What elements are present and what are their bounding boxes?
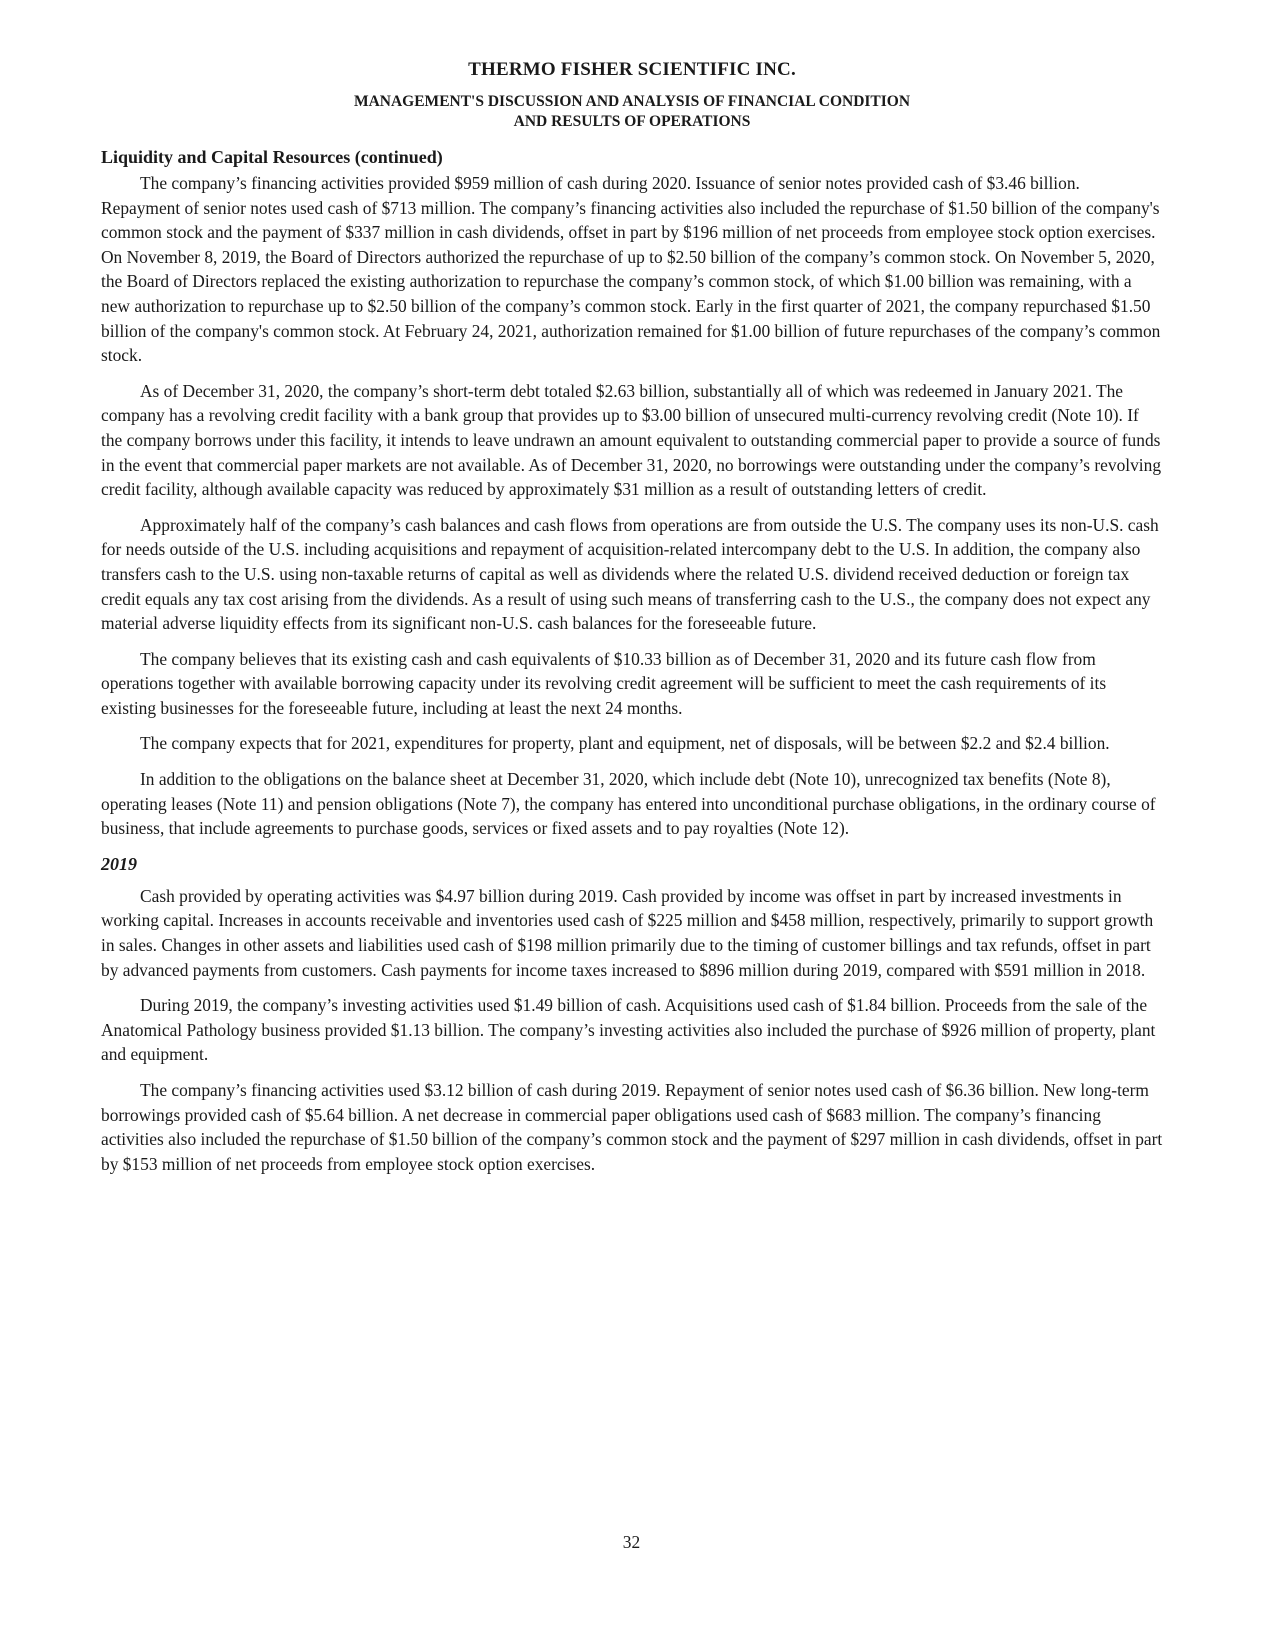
paragraph-foreign-cash: Approximately half of the company’s cash balances and cash flows from operations are from outside the U.S. The company uses its non-U.S. cash for needs outside of the U.S. including acquisitions and repayment of acquisition-related intercompany debt to the U.S. In addition, the company also transfers cash to the U.S. using non-taxable returns of capital as well as dividends where the related U.S. dividend received deduction or foreign tax credit equals any tax cost arising from the dividends. As a result of using such means of transferring cash to the U.S., the company does not expect any material adverse liquidity effects from its significant non-U.S. cash balances for the foreseeable future. (101, 514, 1159, 634)
paragraph-cash-sufficiency: The company believes that its existing cash and cash equivalents of $10.33 billion as of December 31, 2020 and its future cash flow from operations together with available borrowing capacity under its revolving credit agreement will be sufficient to meet the cash requirements of its existing businesses for the foreseeable future, including at least the next 24 months. (101, 648, 1107, 718)
paragraph-investing-2019: During 2019, the company’s investing activities used $1.49 billion of cash. Acquisitions used cash of $1.84 billion. Proceeds from the sale of the Anatomical Pathology business provided $1.13 billion. The company’s investing activities also included the purchase of $926 million of property, plant and equipment. (101, 995, 1156, 1065)
paragraph-short-term-debt: As of December 31, 2020, the company’s short-term debt totaled $2.63 billion, substantially all of which was redeemed in January 2021. The company has a revolving credit facility with a bank group that provides up to $3.00 billion of unsecured multi-currency revolving credit (Note 10). If the company borrows under this facility, it intends to leave undrawn an amount equivalent to outstanding commercial paper to provide a source of funds in the event that commercial paper markets are not available. As of December 31, 2020, no borrowings were outstanding under the company’s revolving credit facility, although available capacity was reduced by approximately $31 million as a result of outstanding letters of credit. (101, 380, 1162, 500)
section-heading: Liquidity and Capital Resources (continued) (101, 147, 443, 167)
paragraph-financing-2019: The company’s financing activities used $3.12 billion of cash during 2019. Repayment of senior notes used cash of $6.36 billion. New long-term borrowings provided cash of $5.64 billion. A net decrease in commercial paper obligations used cash of $683 million. The company’s financing activities also included the repurchase of $1.50 billion of the company’s common stock and the payment of $297 million in cash dividends, offset in part by $153 million of net proceeds from employee stock option exercises. (101, 1080, 1163, 1174)
document-page (101, 58, 1163, 1187)
paragraph-financing-2020: The company’s financing activities provided $959 million of cash during 2020. Issuance of senior notes provided cash of $3.46 billion. Repayment of senior notes used cash of $713 million. The company’s financing activities also included the repurchase of $1.50 billion of the company's common stock and the payment of $337 million in cash dividends, offset in part by $196 million of net proceeds from employee stock option exercises. On November 8, 2019, the Board of Directors authorized the repurchase of up to $2.50 billion of the company’s common stock. On November 5, 2020, the Board of Directors replaced the existing authorization to repurchase the company’s common stock, of which $1.00 billion was remaining, with a new authorization to repurchase up to $2.50 billion of the company’s common stock. Early in the first quarter of 2021, the company repurchased $1.50 billion of the company's common stock. At February 24, 2021, authorization remained for $1.00 billion of future repurchases of the company’s common stock. (101, 173, 1161, 366)
report-subtitle-line-1: MANAGEMENT'S DISCUSSION AND ANALYSIS OF FINANCIAL CONDITION (353, 93, 911, 110)
page-number: 32 (622, 1532, 641, 1552)
year-heading-2019: 2019 (101, 853, 137, 874)
paragraph-obligations: In addition to the obligations on the balance sheet at December 31, 2020, which include debt (Note 10), unrecognized tax benefits (Note 8), operating leases (Note 11) and pension obligations (Note 7), the company has entered into unconditional purchase obligations, in the ordinary course of business, that include agreements to purchase goods, services or fixed assets and to pay royalties (Note 12). (101, 769, 1156, 839)
report-subtitle-line-2: AND RESULTS OF OPERATIONS (513, 113, 751, 130)
company-name: THERMO FISHER SCIENTIFIC INC. (468, 59, 796, 80)
paragraph-operating-2019: Cash provided by operating activities was $4.97 billion during 2019. Cash provided by income was offset in part by increased investments in working capital. Increases in accounts receivable and inventories used cash of $225 million and $458 million, respectively, primarily to support growth in sales. Changes in other assets and liabilities used cash of $198 million primarily due to the timing of customer billings and tax refunds, offset in part by advanced payments from customers. Cash payments for income taxes increased to $896 million during 2019, compared with $591 million in 2018. (101, 885, 1154, 980)
paragraph-capex-2021: The company expects that for 2021, expenditures for property, plant and equipment, net of disposals, will be between $2.2 and $2.4 billion. (140, 733, 1110, 754)
